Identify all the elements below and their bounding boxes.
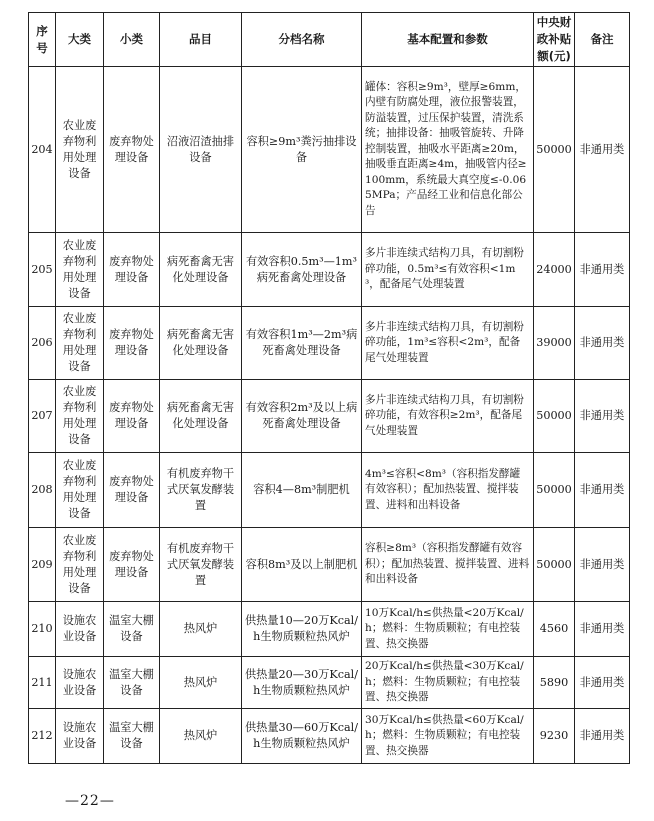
cell-category: 设施农业设备: [56, 602, 104, 657]
table-row: [29, 602, 630, 657]
cell-tier: 供热量10—20万Kcal/h生物质颗粒热风炉: [242, 602, 362, 657]
cell-subsidy: 50000: [534, 528, 575, 602]
table-row: [29, 307, 630, 380]
cell-spec: 容积≥8m³（容积指发酵罐有效容积）；配加热装置、搅拌装置、进料和出料设备: [362, 528, 534, 602]
cell-item: 热风炉: [160, 602, 242, 657]
cell-seq: 211: [29, 657, 56, 709]
cell-tier: 容积4—8m³制肥机: [242, 453, 362, 528]
table-row: [29, 453, 630, 528]
header-tier: 分档名称: [242, 13, 362, 67]
table-row: [29, 709, 630, 764]
cell-seq: 209: [29, 528, 56, 602]
cell-item: 病死畜禽无害化处理设备: [160, 233, 242, 307]
cell-category: 农业废弃物利用处理设备: [56, 233, 104, 307]
cell-subsidy: 9230: [534, 709, 575, 764]
cell-spec: 4m³≤容积<8m³（容积指发酵罐有效容积）；配加热装置、搅拌装置、进料和出料设备: [362, 453, 534, 528]
cell-seq: 207: [29, 380, 56, 453]
cell-seq: 212: [29, 709, 56, 764]
cell-category: 农业废弃物利用处理设备: [56, 307, 104, 380]
cell-remark: 非通用类: [575, 67, 630, 233]
header-seq: 序号: [29, 13, 56, 67]
cell-remark: 非通用类: [575, 233, 630, 307]
subsidy-catalog-table: [28, 12, 630, 764]
cell-seq: 204: [29, 67, 56, 233]
cell-subcategory: 温室大棚设备: [104, 602, 160, 657]
table-row: [29, 380, 630, 453]
cell-tier: 供热量20—30万Kcal/h生物质颗粒热风炉: [242, 657, 362, 709]
cell-tier: 容积8m³及以上制肥机: [242, 528, 362, 602]
cell-remark: 非通用类: [575, 307, 630, 380]
cell-tier: 有效容积1m³—2m³病死畜禽处理设备: [242, 307, 362, 380]
header-category: 大类: [56, 13, 104, 67]
table-row: [29, 233, 630, 307]
cell-tier: 有效容积0.5m³—1m³病死畜禽处理设备: [242, 233, 362, 307]
cell-spec: 30万Kcal/h≤供热量<60万Kcal/h；燃料：生物质颗粒；有电控装置、热交换器: [362, 709, 534, 764]
cell-subsidy: 39000: [534, 307, 575, 380]
cell-seq: 205: [29, 233, 56, 307]
cell-item: 沼液沼渣抽排设备: [160, 67, 242, 233]
cell-spec: 罐体：容积≥9m³，壁厚≥6mm，内壁有防腐处理，液位报警装置，防溢装置，过压保护装置，清洗系统；抽排设备：抽吸管旋转、升降控制装置，抽吸水平距离≥20m，抽吸垂直距离≥4m，抽吸管内径≥100mm，系统最大真空度≤-0.065MPa；产品经工业和信息化部公告: [362, 67, 534, 233]
cell-subcategory: 废弃物处理设备: [104, 528, 160, 602]
cell-seq: 208: [29, 453, 56, 528]
cell-category: 农业废弃物利用处理设备: [56, 528, 104, 602]
cell-subcategory: 废弃物处理设备: [104, 233, 160, 307]
cell-subsidy: 50000: [534, 453, 575, 528]
cell-category: 农业废弃物利用处理设备: [56, 67, 104, 233]
cell-subsidy: 50000: [534, 380, 575, 453]
table-row: [29, 528, 630, 602]
cell-remark: 非通用类: [575, 528, 630, 602]
cell-subsidy: 24000: [534, 233, 575, 307]
cell-subsidy: 5890: [534, 657, 575, 709]
cell-item: 有机废弃物干式厌氧发酵装置: [160, 453, 242, 528]
cell-subcategory: 废弃物处理设备: [104, 307, 160, 380]
cell-seq: 210: [29, 602, 56, 657]
cell-subcategory: 温室大棚设备: [104, 709, 160, 764]
header-item: 品目: [160, 13, 242, 67]
header-remark: 备注: [575, 13, 630, 67]
header-subcategory: 小类: [104, 13, 160, 67]
cell-spec: 多片非连续式结构刀具，有切割粉碎功能，有效容积≥2m³，配备尾气处理装置: [362, 380, 534, 453]
cell-subcategory: 废弃物处理设备: [104, 380, 160, 453]
cell-remark: 非通用类: [575, 602, 630, 657]
cell-tier: 容积≥9m³粪污抽排设备: [242, 67, 362, 233]
cell-subsidy: 50000: [534, 67, 575, 233]
cell-item: 有机废弃物干式厌氧发酵装置: [160, 528, 242, 602]
header-subsidy: 中央财政补贴额(元): [534, 13, 575, 67]
cell-subsidy: 4560: [534, 602, 575, 657]
cell-category: 农业废弃物利用处理设备: [56, 380, 104, 453]
cell-item: 病死畜禽无害化处理设备: [160, 307, 242, 380]
cell-spec: 10万Kcal/h≤供热量<20万Kcal/h；燃料：生物质颗粒；有电控装置、热交换器: [362, 602, 534, 657]
cell-subcategory: 废弃物处理设备: [104, 453, 160, 528]
cell-item: 热风炉: [160, 657, 242, 709]
cell-spec: 多片非连续式结构刀具，有切割粉碎功能，1m³≤容积<2m³，配备尾气处理装置: [362, 307, 534, 380]
header-spec: 基本配置和参数: [362, 13, 534, 67]
cell-remark: 非通用类: [575, 453, 630, 528]
cell-category: 农业废弃物利用处理设备: [56, 453, 104, 528]
cell-tier: 供热量30—60万Kcal/h生物质颗粒热风炉: [242, 709, 362, 764]
cell-subcategory: 废弃物处理设备: [104, 67, 160, 233]
cell-item: 热风炉: [160, 709, 242, 764]
cell-tier: 有效容积2m³及以上病死畜禽处理设备: [242, 380, 362, 453]
table-row: [29, 67, 630, 233]
header-row: [29, 13, 630, 67]
cell-category: 设施农业设备: [56, 657, 104, 709]
cell-spec: 20万Kcal/h≤供热量<30万Kcal/h；燃料：生物质颗粒；有电控装置、热交换器: [362, 657, 534, 709]
cell-category: 设施农业设备: [56, 709, 104, 764]
cell-seq: 206: [29, 307, 56, 380]
table-row: [29, 657, 630, 709]
cell-remark: 非通用类: [575, 657, 630, 709]
cell-spec: 多片非连续式结构刀具，有切割粉碎功能，0.5m³≤有效容积<1m³，配备尾气处理装置: [362, 233, 534, 307]
page-number: —22—: [65, 793, 115, 809]
cell-item: 病死畜禽无害化处理设备: [160, 380, 242, 453]
cell-remark: 非通用类: [575, 709, 630, 764]
cell-remark: 非通用类: [575, 380, 630, 453]
cell-subcategory: 温室大棚设备: [104, 657, 160, 709]
